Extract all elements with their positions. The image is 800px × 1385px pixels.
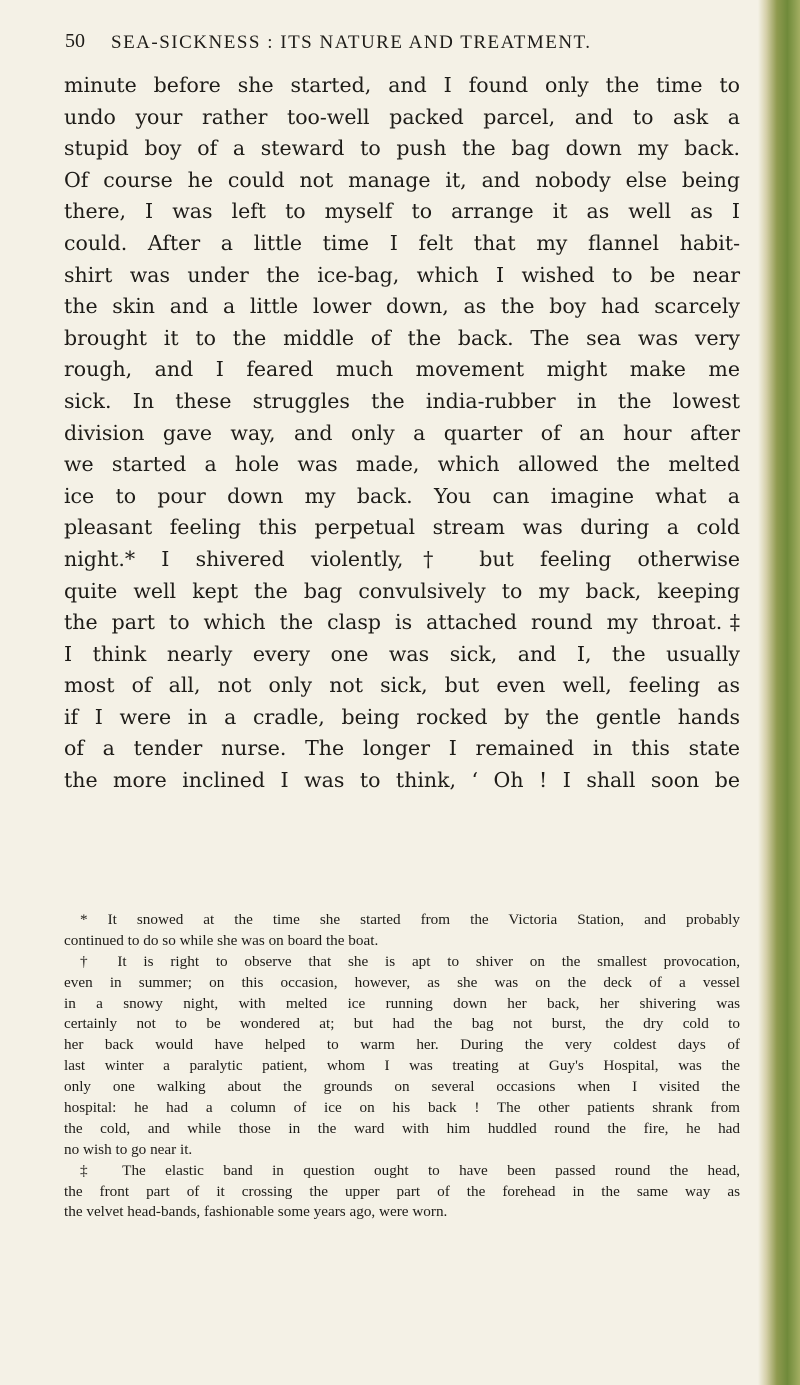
text-line: quite well kept the bag convulsively to my back, keeping [64, 578, 740, 603]
footnote-line: ‡ The elastic band in question ought to have been passed round the head, [80, 1161, 740, 1179]
page-edge-shadow [758, 0, 800, 1385]
text-line: I think nearly every one was sick, and I, the usually [64, 641, 740, 666]
text-line: the part to which the clasp is attached round my throat.‡ [64, 610, 740, 635]
text-line: there, I was left to myself to arrange it as well as I [64, 199, 740, 224]
text-line: the skin and a little lower down, as the boy had scarcely [64, 294, 740, 319]
running-head: SEA-SICKNESS : ITS NATURE AND TREATMENT. [111, 32, 592, 53]
footnote-double-dagger [64, 1161, 740, 1224]
text-line: most of all, not only not sick, but even well, feeling as [64, 673, 740, 698]
text-line: brought it to the middle of the back. The sea was very [64, 325, 740, 350]
footnote-asterisk [64, 910, 740, 952]
footnote-line: the cold, and while those in the ward with him huddled round the fire, he had [64, 1119, 740, 1137]
footnote-line: * It snowed at the time she started from the Victoria Station, and probably [80, 911, 740, 928]
text-line: sick. In these struggles the india-rubber in the lowest [64, 388, 740, 413]
text-line: could. After a little time I felt that my flannel habit- [64, 230, 740, 255]
text-line: stupid boy of a steward to push the bag down my back. [64, 136, 740, 161]
footnote-line: no wish to go near it. [64, 1140, 193, 1158]
footnote-line: the front part of it crossing the upper part of the forehead in the same way as [64, 1182, 740, 1200]
text-line: undo your rather too-well packed parcel, and to ask a [64, 104, 740, 129]
page-header [65, 30, 755, 60]
text-line: division gave way, and only a quarter of an hour after [64, 420, 740, 445]
footnote-line: hospital: he had a column of ice on his back ! The other patients shrank from [64, 1099, 740, 1117]
text-line: of a tender nurse. The longer I remained in this state [64, 736, 740, 761]
footnote-line: only one walking about the grounds on several occasions when I visited the [64, 1078, 740, 1096]
text-line: ice to pour down my back. You can imagine what a [64, 483, 740, 508]
text-line: pleasant feeling this perpetual stream was during a cold [64, 515, 740, 540]
footnote-line: her back would have helped to warm her. During the very coldest days of [64, 1036, 740, 1054]
footnote-line: the velvet head-bands, fashionable some years ago, were worn. [64, 1203, 448, 1221]
footnote-dagger [64, 952, 740, 1161]
footnotes [64, 910, 740, 1223]
main-text [64, 70, 740, 797]
text-line: Of course he could not manage it, and nobody else being [64, 167, 740, 192]
text-line: rough, and I feared much movement might make me [64, 357, 740, 382]
footnote-line: certainly not to be wondered at; but had the bag not burst, the dry cold to [64, 1015, 740, 1033]
footnote-line: last winter a paralytic patient, whom I was treating at Guy's Hospital, was the [64, 1057, 740, 1075]
text-line: shirt was under the ice-bag, which I wished to be near [64, 262, 740, 287]
text-line: if I were in a cradle, being rocked by the gentle hands [64, 704, 740, 729]
footnote-line: even in summer; on this occasion, however, as she was on the deck of a vessel [64, 973, 740, 991]
text-line: we started a hole was made, which allowed the melted [64, 452, 740, 477]
page-number: 50 [65, 30, 85, 52]
footnote-line: continued to do so while she was on board the boat. [64, 931, 379, 949]
text-line: the more inclined I was to think, ‘ Oh ! I shall soon be [64, 768, 740, 793]
text-line: minute before she started, and I found only the time to [64, 73, 740, 97]
footnote-line: † It is right to observe that she is apt to shiver on the smallest provocation, [80, 952, 740, 970]
text-line: night.* I shivered violently,† but feeling otherwise [64, 546, 740, 571]
footnote-line: in a snowy night, with melted ice running down her back, her shivering was [64, 994, 740, 1012]
